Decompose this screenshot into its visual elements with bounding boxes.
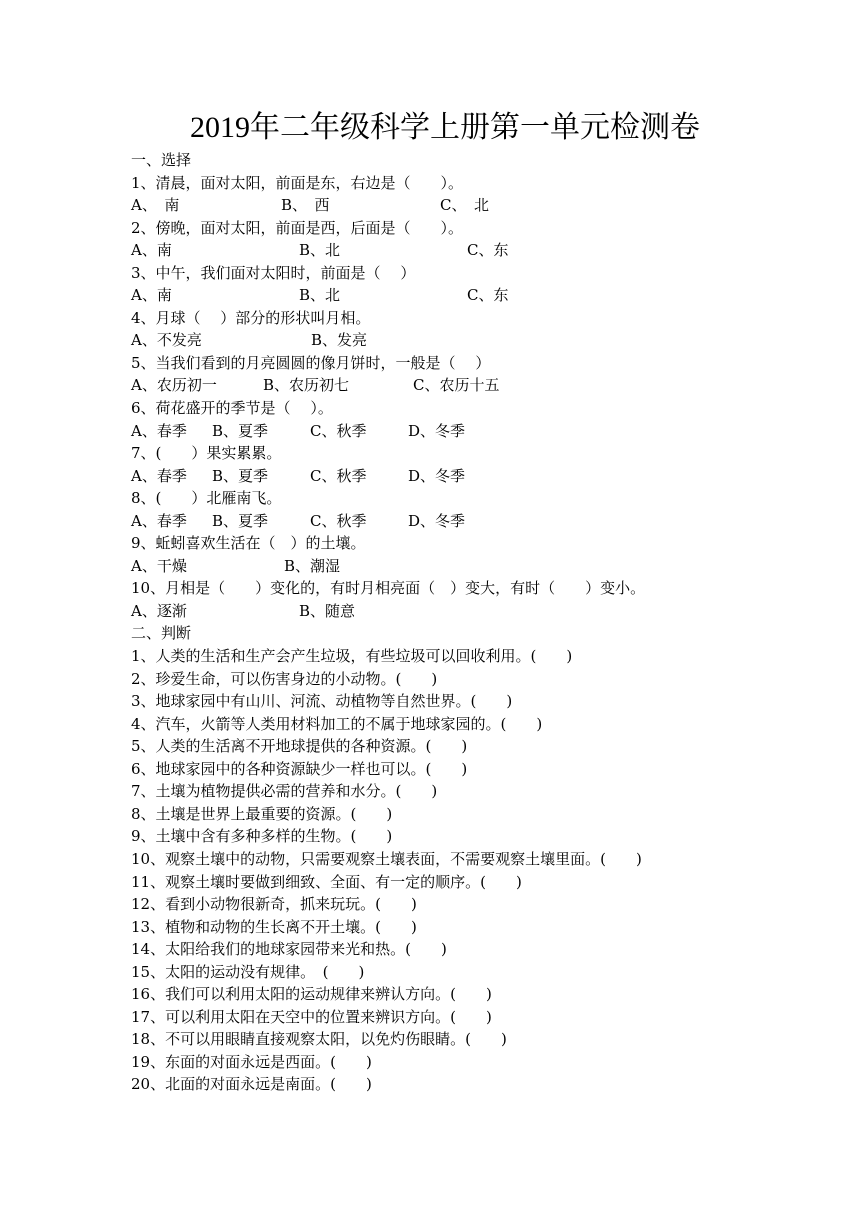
option: A、干燥 (131, 556, 187, 575)
options-row (131, 510, 851, 533)
option: D、冬季 (408, 511, 466, 530)
option: A、 南 (131, 196, 180, 215)
judgment-item: 2、珍爱生命，可以伤害身边的小动物。( ) (131, 669, 438, 688)
question: 6、荷花盛开的季节是（ ）。 (131, 399, 333, 418)
option: B、北 (299, 241, 341, 260)
judgment-item: 8、土壤是世界上最重要的资源。( ) (131, 804, 393, 823)
judgment-item: 14、太阳给我们的地球家园带来光和热。( ) (131, 940, 447, 959)
question: 5、当我们看到的月亮圆圆的像月饼时，一般是（ ） (131, 353, 491, 372)
options-row (131, 239, 851, 262)
option: C、秋季 (310, 466, 367, 485)
option: C、秋季 (310, 421, 367, 440)
question: 1、清晨，面对太阳，前面是东，右边是（ ）。 (131, 173, 464, 192)
worksheet-body (131, 149, 851, 1096)
options-row (131, 374, 851, 397)
question: 9、蚯蚓喜欢生活在（ ）的土壤。 (131, 534, 366, 553)
option: A、不发亮 (131, 331, 202, 350)
option: D、冬季 (408, 421, 466, 440)
question: 8、( ）北雁南飞。 (131, 489, 282, 508)
judgment-item: 5、人类的生活离不开地球提供的各种资源。( ) (131, 737, 468, 756)
option: A、春季 (131, 421, 187, 440)
options-row (131, 600, 851, 623)
option: B、夏季 (212, 511, 269, 530)
option: C、东 (467, 241, 509, 260)
judgment-item: 3、地球家园中有山川、河流、动植物等自然世界。( ) (131, 692, 513, 711)
question: 4、月球（ ）部分的形状叫月相。 (131, 308, 371, 327)
option: B、 西 (281, 196, 330, 215)
options-row (131, 284, 851, 307)
option: A、春季 (131, 466, 187, 485)
option: A、春季 (131, 511, 187, 530)
judgment-item: 12、看到小动物很新奇，抓来玩玩。( ) (131, 895, 417, 914)
option: B、农历初七 (263, 376, 350, 395)
judgment-item: 13、植物和动物的生长离不开土壤。( ) (131, 917, 417, 936)
options-row (131, 329, 851, 352)
question: 10、月相是（ ）变化的，有时月相亮面（ ）变大，有时（ ）变小。 (131, 579, 646, 598)
options-row (131, 555, 851, 578)
judgment-item: 20、北面的对面永远是南面。( ) (131, 1075, 372, 1094)
judgment-item: 7、土壤为植物提供必需的营养和水分。( ) (131, 782, 438, 801)
option: C、秋季 (310, 511, 367, 530)
judgment-item: 15、太阳的运动没有规律。 ( ) (131, 962, 365, 981)
option: D、冬季 (408, 466, 466, 485)
judgment-item: 11、观察土壤时要做到细致、全面、有一定的顺序。( ) (131, 872, 522, 891)
option: C、 北 (440, 196, 489, 215)
options-row (131, 194, 851, 217)
question: 2、傍晚，面对太阳，前面是西，后面是（ ）。 (131, 218, 464, 237)
option: B、夏季 (212, 421, 269, 440)
option: B、潮湿 (284, 556, 341, 575)
question: 7、( ）果实累累。 (131, 444, 282, 463)
judgment-item: 4、汽车，火箭等人类用材料加工的不属于地球家园的。( ) (131, 714, 543, 733)
option: C、东 (467, 286, 509, 305)
judgment-item: 18、不可以用眼睛直接观察太阳，以免灼伤眼睛。( ) (131, 1030, 507, 1049)
option: B、随意 (299, 601, 356, 620)
judgment-item: 16、我们可以利用太阳的运动规律来辨认方向。( ) (131, 985, 492, 1004)
options-row (131, 420, 851, 443)
judgment-item: 10、观察土壤中的动物，只需要观察土壤表面，不需要观察土壤里面。( ) (131, 849, 642, 868)
section-heading-judgment: 二、判断 (131, 624, 192, 643)
option: A、南 (131, 286, 172, 305)
option: A、逐渐 (131, 601, 187, 620)
section-heading-choice: 一、选择 (131, 151, 192, 169)
page-title: 2019年二年级科学上册第一单元检测卷 (190, 111, 700, 144)
question: 3、中午，我们面对太阳时，前面是（ ） (131, 263, 416, 282)
judgment-item: 6、地球家园中的各种资源缺少一样也可以。( ) (131, 759, 468, 778)
option: A、南 (131, 241, 172, 260)
judgment-item: 19、东面的对面永远是西面。( ) (131, 1052, 372, 1071)
judgment-item: 9、土壤中含有多种多样的生物。( ) (131, 827, 393, 846)
option: B、夏季 (212, 466, 269, 485)
options-row (131, 465, 851, 488)
judgment-item: 1、人类的生活和生产会产生垃圾，有些垃圾可以回收利用。( ) (131, 647, 573, 666)
judgment-item: 17、可以利用太阳在天空中的位置来辨识方向。( ) (131, 1007, 492, 1026)
option: A、农历初一 (131, 376, 217, 395)
option: B、发亮 (311, 331, 368, 350)
option: B、北 (299, 286, 341, 305)
option: C、农历十五 (413, 376, 500, 395)
